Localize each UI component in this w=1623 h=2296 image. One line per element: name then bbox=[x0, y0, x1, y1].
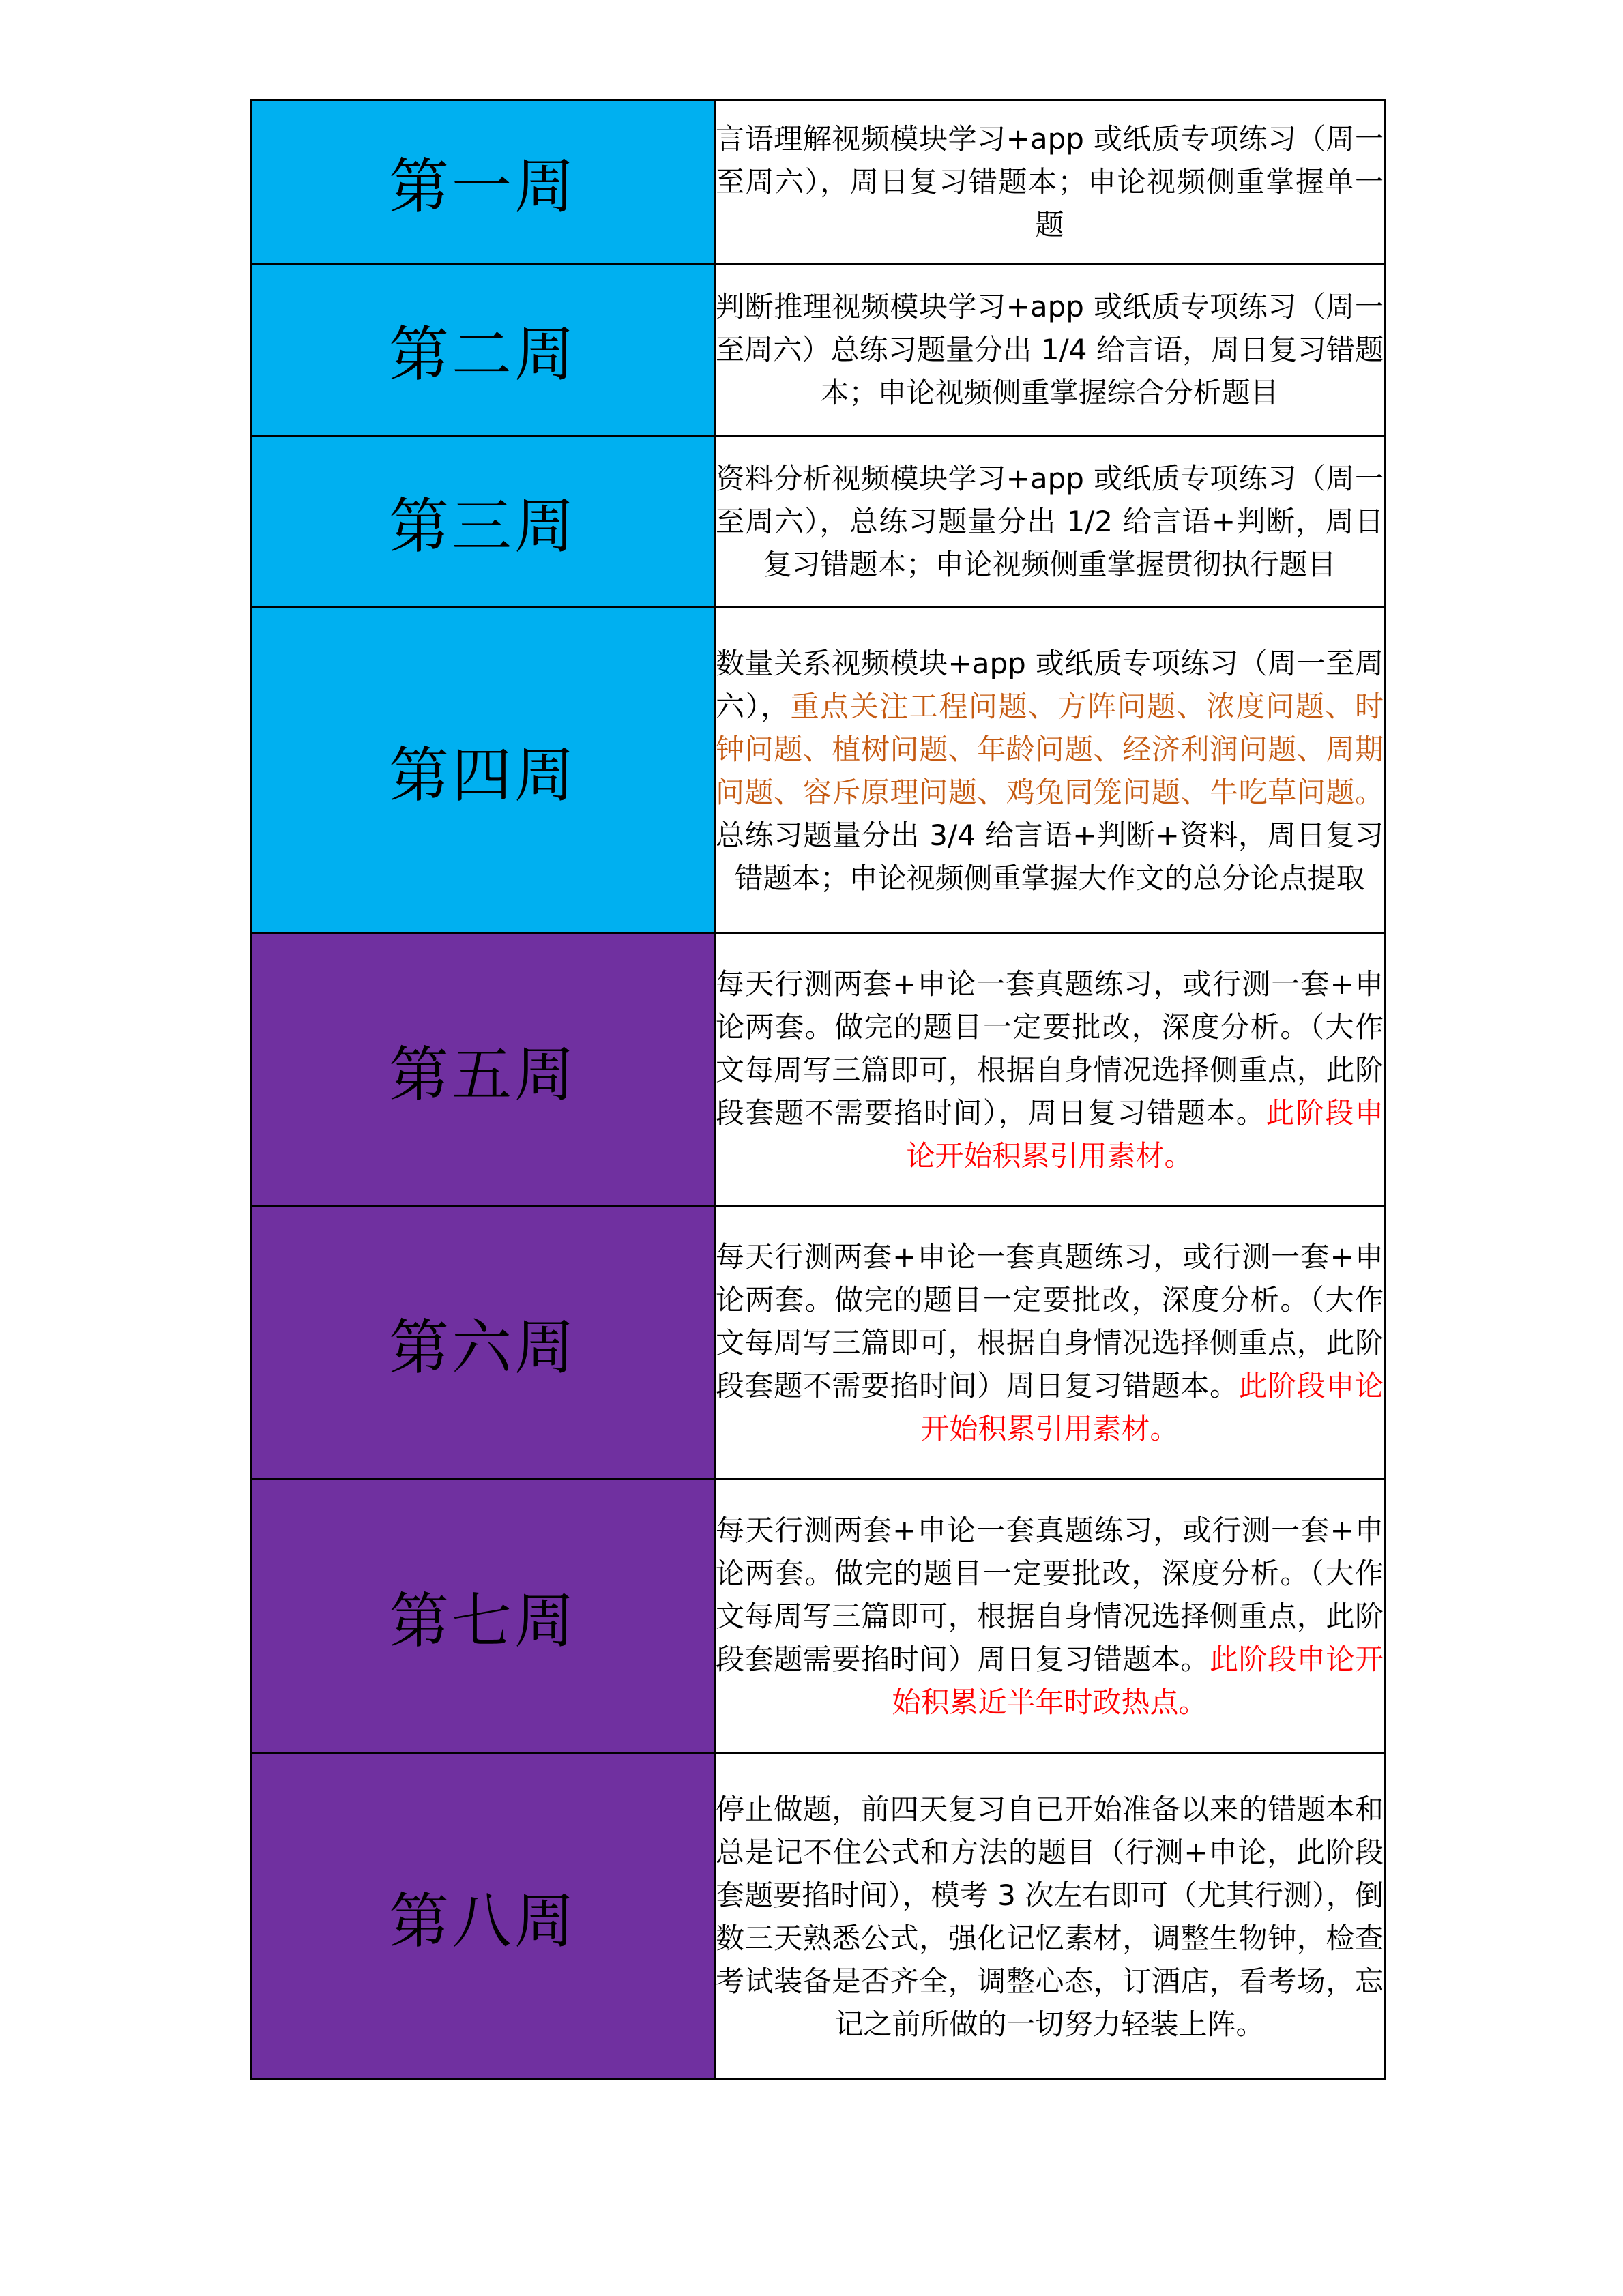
description-text: 每天行测两套+申论一套真题练习，或行测一套+申论两套。做完的题目一定要批改，深度分析。（大作文每周写三篇即可，根据自身情况选择侧重点，此阶段套题不需要掐时间），周日复习错题本。 bbox=[716, 967, 1384, 1130]
week-description-7 bbox=[715, 1480, 1385, 1754]
week-label-1: 第一周 bbox=[252, 100, 715, 264]
week-description-3 bbox=[715, 436, 1385, 608]
description-text: 言语理解视频模块学习+app 或纸质专项练习（周一至周六），周日复习错题本；申论视频侧重掌握单一题 bbox=[716, 122, 1384, 241]
description-text: 资料分析视频模块学习+app 或纸质专项练习（周一至周六），总练习题量分出 1/2 给言语+判断，周日复习错题本；申论视频侧重掌握贯彻执行题目 bbox=[716, 462, 1384, 581]
table-row bbox=[252, 100, 1385, 264]
table-row bbox=[252, 608, 1385, 934]
description-text: 数量关系视频模块+app 或纸质专项练习（周一至周六）， bbox=[716, 646, 1384, 723]
description-highlight: 此阶段申论开始积累近半年时政热点。 bbox=[892, 1643, 1384, 1719]
description-text: 判断推理视频模块学习+app 或纸质专项练习（周一至周六）总练习题量分出 1/4 给言语，周日复习错题本；申论视频侧重掌握综合分析题目 bbox=[716, 290, 1384, 409]
table-row bbox=[252, 1207, 1385, 1480]
description-highlight: 此阶段申论开始积累引用素材。 bbox=[906, 1096, 1384, 1173]
week-label-5: 第五周 bbox=[252, 934, 715, 1207]
table-row bbox=[252, 1480, 1385, 1754]
table-row bbox=[252, 934, 1385, 1207]
description-highlight: 重点关注工程问题、方阵问题、浓度问题、时钟问题、植树问题、年龄问题、经济利润问题、周期问题、容斥原理问题、鸡兔同笼问题、牛吃草问题。 bbox=[716, 689, 1384, 809]
week-description-5 bbox=[715, 934, 1385, 1207]
week-description-1 bbox=[715, 100, 1385, 264]
week-label-2: 第二周 bbox=[252, 264, 715, 436]
description-highlight: 此阶段申论开始积累引用素材。 bbox=[920, 1369, 1384, 1445]
week-label-4: 第四周 bbox=[252, 608, 715, 934]
week-description-2 bbox=[715, 264, 1385, 436]
description-text: 每天行测两套+申论一套真题练习，或行测一套+申论两套。做完的题目一定要批改，深度分析。（大作文每周写三篇即可，根据自身情况选择侧重点，此阶段套题需要掐时间）周日复习错题本。 bbox=[716, 1514, 1384, 1676]
description-text: 每天行测两套+申论一套真题练习，或行测一套+申论两套。做完的题目一定要批改，深度分析。（大作文每周写三篇即可，根据自身情况选择侧重点，此阶段套题不需要掐时间）周日复习错题本。 bbox=[716, 1240, 1384, 1402]
week-description-6 bbox=[715, 1207, 1385, 1480]
week-label-3: 第三周 bbox=[252, 436, 715, 608]
week-description-8 bbox=[715, 1754, 1385, 2080]
week-label-8: 第八周 bbox=[252, 1754, 715, 2080]
description-text: 停止做题，前四天复习自已开始准备以来的错题本和总是记不住公式和方法的题目（行测+申论，此阶段套题要掐时间），模考 3 次左右即可（尤其行测），倒数三天熟悉公式，强化记忆素材，调整生物钟，检查考试装备是否齐全，调整心态，订酒店，看考场，忘记之前所做的一切努力轻装上阵。 bbox=[716, 1792, 1384, 2041]
table-row bbox=[252, 264, 1385, 436]
week-label-6: 第六周 bbox=[252, 1207, 715, 1480]
study-plan-table bbox=[250, 99, 1386, 2080]
table-row bbox=[252, 436, 1385, 608]
week-description-4 bbox=[715, 608, 1385, 934]
table-row bbox=[252, 1754, 1385, 2080]
week-label-7: 第七周 bbox=[252, 1480, 715, 1754]
description-tail: 总练习题量分出 3/4 给言语+判断+资料，周日复习错题本；申论视频侧重掌握大作文的总分论点提取 bbox=[716, 818, 1384, 895]
